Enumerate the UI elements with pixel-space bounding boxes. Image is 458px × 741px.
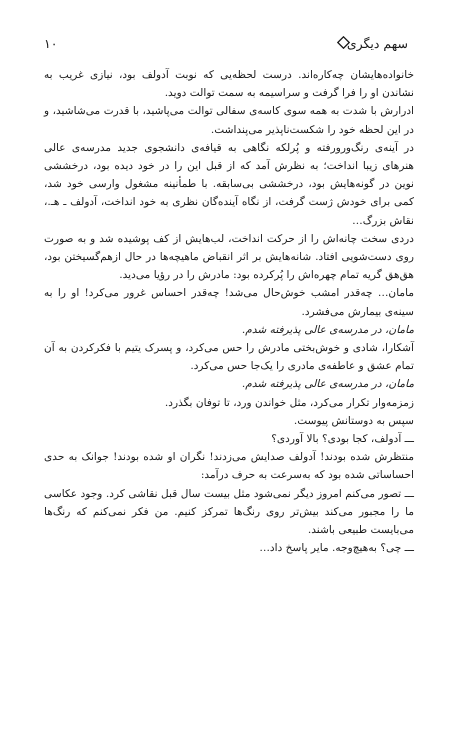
paragraph: در آینه‌ی رنگ‌ورورفته و پُرلکه نگاهی به قیافه‌ی دانشجوی جدید مدرسه‌ی عالی هنرهای زیبا انداخت؛ به نظرش آمد که از قبل این را در خود دیده بود، درخششی نوین در گونه‌هایش بود، درخششی بی‌سابقه. با طمأنینه مشغول وارسی خود شد، کمی برای خودش ژست گرفت، از نگاه آینده‌گان نظری به خود انداخت، آدولف ـ هـ.، نقاش بزرگ… xyxy=(44,141,415,227)
paragraph: آشکارا، شادی و خوش‌بختی مادرش را حس می‌کرد، و پسرک یتیم با فکرکردن به آن تمام عشق و عاطفه‌ی مادری را یک‌جا حس می‌کرد. xyxy=(44,342,414,373)
paragraph: ادرارش با شدت به همه سوی کاسه‌ی سفالی توالت می‌پاشید، با قدرت می‌شاشید، و در این لحظه خود را شکست‌ناپذیر می‌پنداشت. xyxy=(44,105,414,136)
paragraph: زمزمه‌وار تکرار می‌کرد، مثل خواندن ورد، تا توفان بگذرد. xyxy=(164,396,414,409)
paragraph: ماما‌ن… چه‌قدر امشب خوش‌حال می‌شد! چه‌قدر احساس غرور می‌کرد! او را به سینه‌ی بیمارش می‌فشرد. xyxy=(44,287,414,318)
page-header xyxy=(44,34,408,56)
running-title: سهم دیگری xyxy=(346,36,408,51)
paragraph: ـــ چی؟ به‌هیچ‌وجه. مایر پاسخ داد… xyxy=(259,542,414,555)
paragraph: منتظرش شده بودند! آدولف صدایش می‌زدند! نگران او شده بودند! جوانک به حدی احساساتی شده بود که به‌سرعت به حرف درآمد: xyxy=(44,451,414,482)
paragraph: دردی سخت چانه‌اش را از حرکت انداخت، لب‌هایش از کف پوشیده شد و به صورت روی دست‌شویی افتاد. شانه‌هایش بر اثر انقباض ماهیچه‌ها در حال ازهم‌گسیختن بود، هق‌هق گریه تمام چهره‌اش را پُرکرده بود: مادرش را در رؤیا می‌دید. xyxy=(44,232,414,282)
paragraph: ـــ آدولف، کجا بودی؟ بالا آوردی؟ xyxy=(271,433,414,446)
italic-paragraph: ماما‌ن، در مدرسه‌ی عالی پذیرفته شدم. xyxy=(241,323,414,336)
diamond-ornament-icon xyxy=(337,36,350,49)
paragraph: خانواده‌هایشان چه‌کاره‌اند. درست لحظه‌یی که نوبت آدولف بود، نیازی غریب به نشاندن او را فرا گرفت و سراسیمه به سمت توالت دوید. xyxy=(44,69,414,100)
page-number: ۱۰ xyxy=(44,36,58,51)
body-text xyxy=(44,66,414,716)
paragraph: سپس به دوستانش پیوست. xyxy=(293,414,414,427)
italic-paragraph: ماما‌ن، در مدرسه‌ی عالی پذیرفته شدم. xyxy=(241,378,414,391)
paragraph: ـــ تصور می‌کنم امروز دیگر نمی‌شود مثل بیست سال قبل نقاشی کرد. وجود عکاسی ما را مجبور می‌کند بیش‌تر روی رنگ‌ها تمرکز کنیم. من فکر نمی‌کنم که رنگ‌ها می‌بایست طبیعی باشند. xyxy=(44,487,414,537)
